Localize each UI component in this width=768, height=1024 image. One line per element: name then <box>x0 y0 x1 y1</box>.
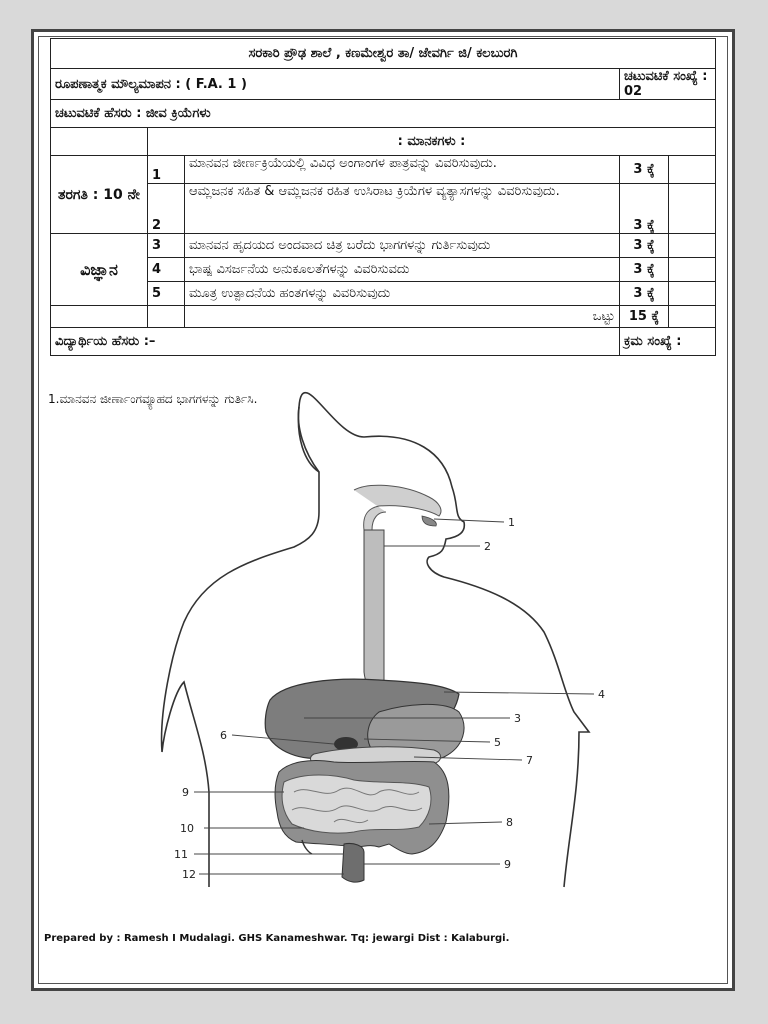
activity-number: ಚಟುವಟಿಕೆ ಸಂಖ್ಯೆ : 02 <box>620 69 716 100</box>
standard-num: 1 <box>148 156 185 184</box>
school-name: ಸರಕಾರಿ ಪ್ರೌಢ ಶಾಲೆ , ಕಣಮೇಶ್ವರ ತಾ/ ಜೇವರ್ಗಿ ಜಿ/ ಕಲಬುರಗಿ <box>51 39 716 69</box>
diagram-label: 8 <box>506 816 513 829</box>
digestive-system-diagram <box>34 32 732 988</box>
diagram-label: 9 <box>504 858 511 871</box>
diagram-label: 6 <box>220 729 227 742</box>
footer-credit: Prepared by : Ramesh I Mudalagi. GHS Kanameshwar. Tq: jewargi Dist : Kalaburgi. <box>44 933 510 944</box>
standard-marks: 3 ಕ್ಕೆ <box>620 156 669 184</box>
roll-number-field: ಕ್ರಮ ಸಂಖ್ಯೆ : <box>620 328 716 356</box>
activity-name: ಚಟುವಟಿಕೆ ಹೆಸರು : ಜೀವ ಕ್ರಿಯೆಗಳು <box>51 100 716 128</box>
diagram-label: 2 <box>484 540 491 553</box>
diagram-label: 1 <box>508 516 515 529</box>
standard-num: 3 <box>148 234 185 258</box>
standard-marks: 3 ಕ್ಕೆ <box>620 234 669 258</box>
standard-num: 4 <box>148 258 185 282</box>
class-label: ತರಗತಿ : 10 ನೇ <box>51 156 148 234</box>
standard-text: ಆಮ್ಲಜನಕ ಸಹಿತ & ಆಮ್ಲಜನಕ ರಹಿತ ಉಸಿರಾಟ ಕ್ರಿಯೆಗಳ ವ್ಯತ್ಯಾಸಗಳನ್ನು ವಿವರಿಸುವುದು. <box>185 184 620 234</box>
standard-marks: 3 ಕ್ಕೆ <box>620 282 669 306</box>
standard-text: ಮಾನವನ ಹೃದಯದ ಅಂದವಾದ ಚಿತ್ರ ಬರೆದು ಭಾಗಗಳನ್ನು ಗುರ್ತಿಸುವುದು <box>185 234 620 258</box>
subject-name: ವಿಜ್ಞಾನ <box>51 234 148 306</box>
standard-text: ಭಾಷ್ಪ ವಿಸರ್ಜನೆಯ ಅನುಕೂಲತೆಗಳನ್ನು ವಿವರಿಸುವದು <box>185 258 620 282</box>
question-text: 1.ಮಾನವನ ಜೀರ್ಣಾಂಗವ್ಯೂಹದ ಭಾಗಗಳನ್ನು ಗುರ್ತಿಸಿ. <box>48 392 258 406</box>
student-name-field: ವಿದ್ಯಾರ್ಥಿಯ ಹೆಸರು :– <box>51 328 620 356</box>
diagram-label: 7 <box>526 754 533 767</box>
standard-text: ಮೂತ್ರ ಉತ್ಪಾದನೆಯ ಹಂತಗಳನ್ನು ವಿವರಿಸುವುದು <box>185 282 620 306</box>
diagram-label: 12 <box>182 868 196 881</box>
standard-marks: 3 ಕ್ಕೆ <box>620 184 669 234</box>
standard-marks: 3 ಕ್ಕೆ <box>620 258 669 282</box>
diagram-label: 4 <box>598 688 605 701</box>
diagram-label: 10 <box>180 822 194 835</box>
diagram-label: 9 <box>182 786 189 799</box>
standard-text: ಮಾನವನ ಜೀರ್ಣಕ್ರಿಯೆಯಲ್ಲಿ ವಿವಿಧ ಅಂಗಾಂಗಳ ಪಾತ್ರವನ್ನು ವಿವರಿಸುವುದು. <box>185 156 620 184</box>
worksheet-page <box>31 29 735 991</box>
standards-title: : ಮಾನಕಗಳು : <box>148 128 716 156</box>
standard-num: 2 <box>148 184 185 234</box>
total-marks: 15 ಕ್ಕೆ <box>620 306 669 328</box>
assessment-title: ರೂಪಣಾತ್ಮಕ ಮೌಲ್ಯಮಾಪನ : ( F.A. 1 ) <box>51 69 620 100</box>
total-label: ಒಟ್ಟು <box>185 306 620 328</box>
diagram-label: 11 <box>174 848 188 861</box>
diagram-label: 5 <box>494 736 501 749</box>
standard-num: 5 <box>148 282 185 306</box>
diagram-label: 3 <box>514 712 521 725</box>
